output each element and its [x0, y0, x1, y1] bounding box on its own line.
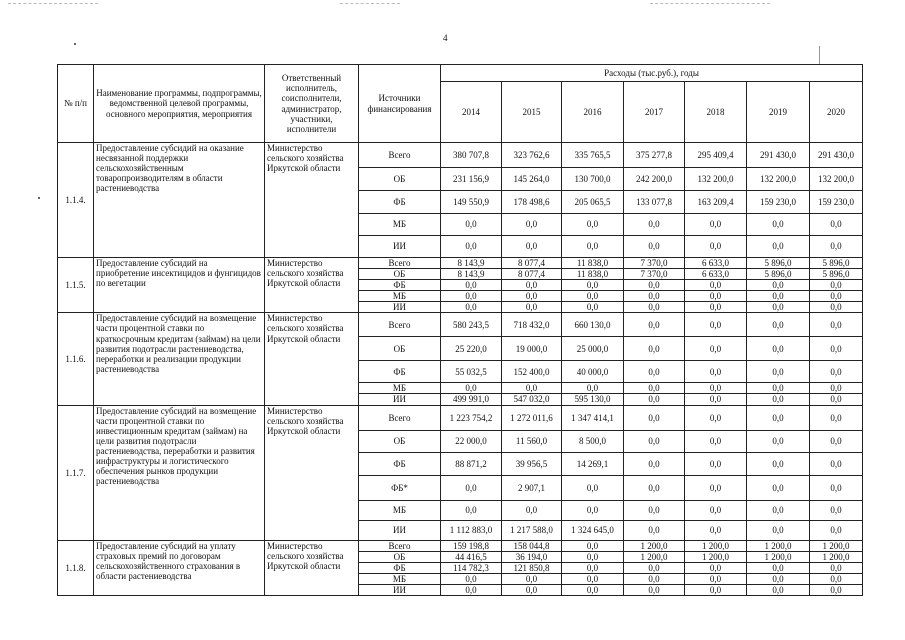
- expense-value: 1 200,0: [624, 540, 685, 551]
- expense-value: 14 269,1: [562, 452, 624, 475]
- funding-source: Всего: [359, 540, 441, 551]
- expense-value: 0,0: [747, 573, 810, 584]
- expense-value: 499 991,0: [441, 394, 502, 405]
- expense-value: 132 200,0: [747, 168, 810, 191]
- expense-value: 163 209,4: [685, 191, 747, 214]
- expense-value: 0,0: [685, 313, 747, 337]
- expense-value: 231 156,9: [441, 168, 502, 191]
- expense-value: 11 838,0: [562, 258, 624, 269]
- funding-source: ФБ: [359, 280, 441, 291]
- expense-value: 149 550,9: [441, 191, 502, 214]
- expense-value: 242 200,0: [624, 168, 685, 191]
- expense-value: 0,0: [441, 280, 502, 291]
- item-name: Предоставление субсидий на приобретение инсектицидов и фунгицидов по вегетации: [94, 258, 265, 313]
- expense-value: 36 194,0: [502, 551, 562, 562]
- funding-source: ОБ: [359, 430, 441, 452]
- expense-value: 11 838,0: [562, 269, 624, 280]
- funding-source: ОБ: [359, 168, 441, 191]
- expense-value: 0,0: [441, 573, 502, 584]
- funding-source: ФБ: [359, 361, 441, 383]
- expense-value: 0,0: [562, 291, 624, 302]
- funding-source: ФБ*: [359, 475, 441, 500]
- expense-value: 0,0: [810, 302, 863, 313]
- expense-value: 0,0: [441, 291, 502, 302]
- expense-value: 0,0: [810, 405, 863, 430]
- item-responsible: Министерство сельского хозяйства Иркутской области: [265, 143, 359, 258]
- expense-value: 0,0: [562, 500, 624, 520]
- expense-value: 0,0: [441, 236, 502, 258]
- funding-source: Всего: [359, 313, 441, 337]
- funding-source: МБ: [359, 291, 441, 302]
- expense-value: 0,0: [624, 291, 685, 302]
- table-row: [58, 313, 863, 337]
- expense-value: 55 032,5: [441, 361, 502, 383]
- expense-value: 44 416,5: [441, 551, 502, 562]
- header-year-2014: 2014: [441, 82, 502, 143]
- expense-value: 0,0: [562, 573, 624, 584]
- funding-source: ОБ: [359, 269, 441, 280]
- expense-value: 7 370,0: [624, 258, 685, 269]
- expense-value: 6 633,0: [685, 269, 747, 280]
- expense-value: 0,0: [685, 520, 747, 540]
- table-row: [58, 258, 863, 269]
- header-year-2020: 2020: [810, 82, 863, 143]
- funding-source: МБ: [359, 383, 441, 394]
- expense-value: 19 000,0: [502, 337, 562, 361]
- expense-value: 0,0: [747, 236, 810, 258]
- table-row: [58, 540, 863, 551]
- expense-value: 145 264,0: [502, 168, 562, 191]
- expense-value: 0,0: [441, 584, 502, 595]
- scan-artifact-dot: [74, 43, 76, 45]
- expense-value: 0,0: [502, 500, 562, 520]
- expense-value: 335 765,5: [562, 143, 624, 168]
- expense-value: 291 430,0: [810, 143, 863, 168]
- expense-value: 0,0: [747, 452, 810, 475]
- funding-source: Всего: [359, 143, 441, 168]
- expense-value: 0,0: [810, 475, 863, 500]
- expense-value: 5 896,0: [810, 258, 863, 269]
- expense-value: 5 896,0: [747, 269, 810, 280]
- item-number: 1.1.5.: [58, 258, 94, 313]
- expense-value: 158 044,8: [502, 540, 562, 551]
- scan-artifact-top-right: [650, 3, 770, 5]
- header-year-2017: 2017: [624, 82, 685, 143]
- expense-value: 0,0: [562, 236, 624, 258]
- table-row: [58, 405, 863, 430]
- expense-value: 660 130,0: [562, 313, 624, 337]
- expense-value: 1 200,0: [810, 540, 863, 551]
- expense-value: 0,0: [624, 500, 685, 520]
- expense-value: 0,0: [624, 520, 685, 540]
- expense-value: 0,0: [747, 500, 810, 520]
- expense-value: 0,0: [562, 280, 624, 291]
- expense-value: 39 956,5: [502, 452, 562, 475]
- expense-value: 7 370,0: [624, 269, 685, 280]
- expense-value: 0,0: [502, 584, 562, 595]
- funding-source: ОБ: [359, 551, 441, 562]
- expense-value: 0,0: [747, 394, 810, 405]
- expense-value: 0,0: [810, 584, 863, 595]
- expense-value: 133 077,8: [624, 191, 685, 214]
- expense-value: 121 850,8: [502, 562, 562, 573]
- header-source: Источники финансирования: [359, 65, 441, 143]
- expense-value: 0,0: [441, 383, 502, 394]
- expense-value: 40 000,0: [562, 361, 624, 383]
- expense-value: 0,0: [441, 302, 502, 313]
- expense-value: 0,0: [685, 236, 747, 258]
- expense-value: 0,0: [810, 500, 863, 520]
- expense-value: 8 077,4: [502, 269, 562, 280]
- expense-value: 0,0: [502, 573, 562, 584]
- scan-artifact-top-left: [8, 3, 98, 5]
- expense-value: 547 032,0: [502, 394, 562, 405]
- expense-value: 0,0: [747, 520, 810, 540]
- expense-value: 130 700,0: [562, 168, 624, 191]
- expense-value: 159 230,0: [810, 191, 863, 214]
- expense-value: 8 077,4: [502, 258, 562, 269]
- funding-source: Всего: [359, 405, 441, 430]
- expense-value: 0,0: [685, 452, 747, 475]
- funding-source: ФБ: [359, 562, 441, 573]
- expense-value: 25 000,0: [562, 337, 624, 361]
- expense-value: 0,0: [685, 475, 747, 500]
- expense-value: 0,0: [624, 475, 685, 500]
- funding-source: ИИ: [359, 394, 441, 405]
- expense-value: 0,0: [624, 214, 685, 236]
- item-name: Предоставление субсидий на возмещение части процентной ставки по краткосрочным кредитам (займам) на цели развития подотрасли растениеводства, переработки и реализации продукции растениеводства: [94, 313, 265, 405]
- expense-value: 380 707,8: [441, 143, 502, 168]
- expense-value: 25 220,0: [441, 337, 502, 361]
- expense-value: 0,0: [624, 405, 685, 430]
- expense-value: 0,0: [747, 361, 810, 383]
- expense-value: 718 432,0: [502, 313, 562, 337]
- header-responsible: Ответственный исполнитель, соисполнители, администратор, участники, исполнители: [265, 65, 359, 143]
- expense-value: 0,0: [810, 214, 863, 236]
- expense-value: 0,0: [747, 313, 810, 337]
- expense-value: 0,0: [624, 452, 685, 475]
- expense-value: 0,0: [747, 302, 810, 313]
- item-responsible: Министерство сельского хозяйства Иркутской области: [265, 540, 359, 595]
- expense-value: 0,0: [441, 214, 502, 236]
- expense-value: 1 112 883,0: [441, 520, 502, 540]
- item-name: Предоставление субсидий на уплату страховых премий по договорам сельскохозяйственного страхования в области растениеводства: [94, 540, 265, 595]
- expense-value: 1 347 414,1: [562, 405, 624, 430]
- expense-value: 0,0: [810, 452, 863, 475]
- expense-value: 1 200,0: [747, 540, 810, 551]
- expense-value: 0,0: [810, 430, 863, 452]
- page-number: 4: [443, 33, 448, 43]
- expense-value: 1 223 754,2: [441, 405, 502, 430]
- expense-value: 0,0: [685, 280, 747, 291]
- funding-source: ИИ: [359, 520, 441, 540]
- expense-value: 0,0: [624, 313, 685, 337]
- expense-value: 0,0: [502, 236, 562, 258]
- expense-value: 0,0: [562, 302, 624, 313]
- item-responsible: Министерство сельского хозяйства Иркутской области: [265, 405, 359, 540]
- expense-value: 0,0: [624, 430, 685, 452]
- expense-value: 0,0: [562, 551, 624, 562]
- expense-value: 0,0: [747, 337, 810, 361]
- expense-value: 0,0: [747, 584, 810, 595]
- table-row: [58, 143, 863, 168]
- expense-value: 0,0: [441, 500, 502, 520]
- expense-value: 0,0: [562, 214, 624, 236]
- expense-value: 159 198,8: [441, 540, 502, 551]
- financing-table: [57, 64, 863, 596]
- expense-value: 152 400,0: [502, 361, 562, 383]
- funding-source: ФБ: [359, 452, 441, 475]
- expense-value: 1 324 645,0: [562, 520, 624, 540]
- expense-value: 0,0: [562, 475, 624, 500]
- expense-value: 1 217 588,0: [502, 520, 562, 540]
- expense-value: 0,0: [624, 383, 685, 394]
- expense-value: 1 200,0: [685, 551, 747, 562]
- expense-value: 0,0: [685, 383, 747, 394]
- expense-value: 0,0: [562, 562, 624, 573]
- expense-value: 0,0: [747, 383, 810, 394]
- expense-value: 0,0: [624, 394, 685, 405]
- expense-value: 178 498,6: [502, 191, 562, 214]
- expense-value: 0,0: [685, 361, 747, 383]
- expense-value: 0,0: [747, 280, 810, 291]
- expense-value: 375 277,8: [624, 143, 685, 168]
- item-number: 1.1.7.: [58, 405, 94, 540]
- expense-value: 0,0: [502, 383, 562, 394]
- scan-artifact-dot: [38, 197, 40, 199]
- expense-value: 132 200,0: [685, 168, 747, 191]
- expense-value: 0,0: [810, 291, 863, 302]
- expense-value: 1 200,0: [685, 540, 747, 551]
- header-year-2019: 2019: [747, 82, 810, 143]
- funding-source: ИИ: [359, 302, 441, 313]
- header-num: № п/п: [58, 65, 94, 143]
- expense-value: 0,0: [685, 430, 747, 452]
- expense-value: 132 200,0: [810, 168, 863, 191]
- expense-value: 0,0: [562, 540, 624, 551]
- expense-value: 0,0: [810, 337, 863, 361]
- expense-value: 0,0: [810, 361, 863, 383]
- expense-value: 1 200,0: [747, 551, 810, 562]
- item-name: Предоставление субсидий на возмещение части процентной ставки по инвестиционным кредитам (займам) на цели развития подотрасли растениеводства, переработки и развития инфраструктуры и логистического обеспечения рынков продукции растениеводства: [94, 405, 265, 540]
- expense-value: 0,0: [685, 337, 747, 361]
- expense-value: 205 065,5: [562, 191, 624, 214]
- expense-value: 0,0: [624, 562, 685, 573]
- expense-value: 0,0: [624, 337, 685, 361]
- expense-value: 0,0: [747, 562, 810, 573]
- expense-value: 0,0: [685, 562, 747, 573]
- expense-value: 0,0: [685, 573, 747, 584]
- expense-value: 114 782,3: [441, 562, 502, 573]
- expense-value: 0,0: [747, 430, 810, 452]
- expense-value: 0,0: [747, 405, 810, 430]
- expense-value: 0,0: [502, 280, 562, 291]
- expense-value: 0,0: [685, 291, 747, 302]
- expense-value: 1 272 011,6: [502, 405, 562, 430]
- expense-value: 159 230,0: [747, 191, 810, 214]
- expense-value: 88 871,2: [441, 452, 502, 475]
- expense-value: 580 243,5: [441, 313, 502, 337]
- funding-source: ИИ: [359, 236, 441, 258]
- expense-value: 0,0: [810, 236, 863, 258]
- expense-value: 0,0: [624, 584, 685, 595]
- expense-value: 0,0: [810, 573, 863, 584]
- expense-value: 0,0: [685, 214, 747, 236]
- expense-value: 22 000,0: [441, 430, 502, 452]
- expense-value: 1 200,0: [810, 551, 863, 562]
- expense-value: 295 409,4: [685, 143, 747, 168]
- funding-source: МБ: [359, 500, 441, 520]
- funding-source: МБ: [359, 214, 441, 236]
- expense-value: 0,0: [441, 475, 502, 500]
- expense-value: 0,0: [810, 520, 863, 540]
- header-year-2015: 2015: [502, 82, 562, 143]
- expense-value: 0,0: [624, 361, 685, 383]
- expense-value: 0,0: [685, 405, 747, 430]
- expense-value: 2 907,1: [502, 475, 562, 500]
- item-number: 1.1.8.: [58, 540, 94, 595]
- expense-value: 291 430,0: [747, 143, 810, 168]
- expense-value: 5 896,0: [810, 269, 863, 280]
- header-year-2016: 2016: [562, 82, 624, 143]
- expense-value: 0,0: [747, 214, 810, 236]
- funding-source: ФБ: [359, 191, 441, 214]
- expense-value: 5 896,0: [747, 258, 810, 269]
- expense-value: 0,0: [810, 562, 863, 573]
- expense-value: 0,0: [810, 383, 863, 394]
- expense-value: 0,0: [747, 475, 810, 500]
- funding-source: ИИ: [359, 584, 441, 595]
- item-responsible: Министерство сельского хозяйства Иркутской области: [265, 258, 359, 313]
- expense-value: 323 762,6: [502, 143, 562, 168]
- expense-value: 11 560,0: [502, 430, 562, 452]
- item-number: 1.1.4.: [58, 143, 94, 258]
- expense-value: 0,0: [747, 291, 810, 302]
- funding-source: ОБ: [359, 337, 441, 361]
- expense-value: 0,0: [685, 394, 747, 405]
- expense-value: 6 633,0: [685, 258, 747, 269]
- header-name: Наименование программы, подпрограммы, ведомственной целевой программы, основного мероприятия, мероприятия: [94, 65, 265, 143]
- expense-value: 0,0: [685, 584, 747, 595]
- item-number: 1.1.6.: [58, 313, 94, 405]
- item-responsible: Министерство сельского хозяйства Иркутской области: [265, 313, 359, 405]
- expense-value: 0,0: [624, 573, 685, 584]
- expense-value: 0,0: [624, 302, 685, 313]
- header-year-2018: 2018: [685, 82, 747, 143]
- expense-value: 0,0: [810, 394, 863, 405]
- expense-value: 0,0: [685, 302, 747, 313]
- funding-source: МБ: [359, 573, 441, 584]
- item-name: Предоставление субсидий на оказание несвязанной поддержки сельскохозяйственным товаропроизводителям в области растениеводства: [94, 143, 265, 258]
- expense-value: 1 200,0: [624, 551, 685, 562]
- header-expenses: Расходы (тыс.руб.), годы: [441, 65, 863, 82]
- expense-value: 0,0: [562, 383, 624, 394]
- expense-value: 8 143,9: [441, 269, 502, 280]
- expense-value: 0,0: [502, 214, 562, 236]
- expense-value: 595 130,0: [562, 394, 624, 405]
- expense-value: 0,0: [810, 280, 863, 291]
- expense-value: 0,0: [502, 302, 562, 313]
- expense-value: 0,0: [810, 313, 863, 337]
- expense-value: 0,0: [624, 236, 685, 258]
- expense-value: 8 143,9: [441, 258, 502, 269]
- scan-artifact-vertical-mark: [819, 46, 820, 64]
- expense-value: 8 500,0: [562, 430, 624, 452]
- funding-source: Всего: [359, 258, 441, 269]
- expense-value: 0,0: [562, 584, 624, 595]
- scan-artifact-top-mid: [340, 3, 400, 5]
- expense-value: 0,0: [685, 500, 747, 520]
- expense-value: 0,0: [502, 291, 562, 302]
- expense-value: 0,0: [624, 280, 685, 291]
